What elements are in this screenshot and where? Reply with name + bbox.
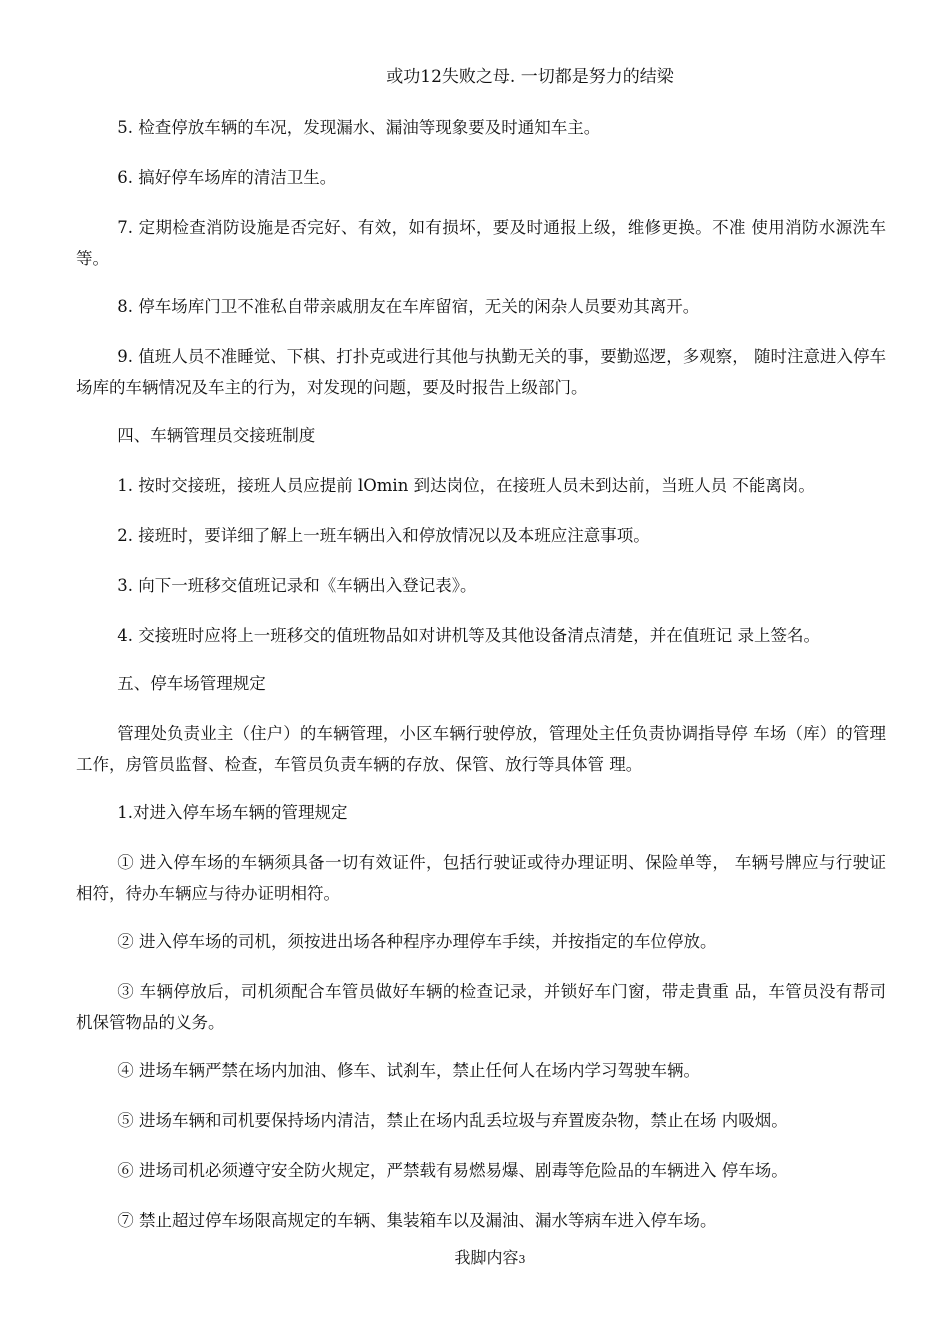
paragraph-item-6: 6. 搞好停车场库的清洁卫生。 bbox=[117, 168, 337, 187]
rule-item-2: ② 进入停车场的司机，须按进出场各种程序办理停车手续，并按指定的车位停放。 bbox=[117, 932, 717, 951]
page-footer bbox=[0, 1245, 950, 1268]
rule-item-1: ① 进入停车场的车辆须具备一切有效证件，包括行驶证或待办理证明、保险单等， 车辆号牌应与行驶证相符，待办车辆应与待办证明相符。 bbox=[76, 853, 886, 903]
rule-item-7: ⑦ 禁止超过停车场限高规定的车辆、集装箱车以及漏油、漏水等病车进入停车场。 bbox=[117, 1211, 717, 1230]
paragraph-item-5: 5. 检查停放车辆的车况，发现漏水、漏油等现象要及时通知车主。 bbox=[117, 118, 601, 137]
section-heading-4: 四、车辆管理员交接班制度 bbox=[117, 426, 316, 445]
handover-item-1: 1. 按时交接班，接班人员应提前 lOmin 到达岗位，在接班人员未到达前，当班人员 不能离岗。 bbox=[117, 476, 815, 495]
section-heading-5: 五、停车场管理规定 bbox=[117, 674, 266, 693]
paragraph-item-7: 7. 定期检查消防设施是否完好、有效，如有损坏，要及时通报上级，维修更换。不准 使用消防水源洗车等。 bbox=[76, 218, 886, 268]
paragraph-item-9: 9. 值班人员不准睡觉、下棋、打扑克或进行其他与执勤无关的事，要勤巡逻，多观察， 随时注意进入停车场库的车辆情况及车主的行为，对发现的问题，要及时报告上级部门。 bbox=[76, 347, 886, 397]
management-intro: 管理处负责业主（住户）的车辆管理，小区车辆行驶停放，管理处主任负责协调指导停 车场（库）的管理工作，房管员监督、检查，车管员负责车辆的存放、保管、放行等具体管 理。 bbox=[76, 724, 886, 774]
page-header: 或功12失败之母. 一切都是努力的结梁 bbox=[386, 67, 674, 87]
document-body bbox=[76, 112, 886, 1255]
subsection-heading-1: 1.对进入停车场车辆的管理规定 bbox=[117, 803, 348, 822]
handover-item-4: 4. 交接班时应将上一班移交的值班物品如对讲机等及其他设备清点清楚，并在值班记 录上签名。 bbox=[117, 626, 820, 645]
rule-item-3: ③ 车辆停放后，司机须配合车管员做好车辆的检查记录，并锁好车门窗，带走貴重 品，车管员没有帮司机保管物品的义务。 bbox=[76, 982, 886, 1032]
handover-item-3: 3. 向下一班移交值班记录和《车辆出入登记表》。 bbox=[117, 576, 477, 595]
paragraph-item-8: 8. 停车场库门卫不准私自带亲戚朋友在车库留宿，无关的闲杂人员要劝其离开。 bbox=[117, 297, 700, 316]
rule-item-5: ⑤ 进场车辆和司机要保持场内清洁，禁止在场内乱丢垃圾与弃置废杂物，禁止在场 内吸烟。 bbox=[117, 1111, 788, 1130]
page-number: 3 bbox=[518, 1253, 526, 1266]
rule-item-6: ⑥ 进场司机必须遵守安全防火规定，严禁载有易燃易爆、剧毒等危险品的车辆进入 停车场。 bbox=[117, 1161, 788, 1180]
footer-text: 我脚内容 bbox=[454, 1248, 519, 1267]
rule-item-4: ④ 进场车辆严禁在场内加油、修车、试刹车，禁止任何人在场内学习驾驶车辆。 bbox=[117, 1061, 700, 1080]
handover-item-2: 2. 接班时，要详细了解上一班车辆出入和停放情况以及本班应注意事项。 bbox=[117, 526, 650, 545]
